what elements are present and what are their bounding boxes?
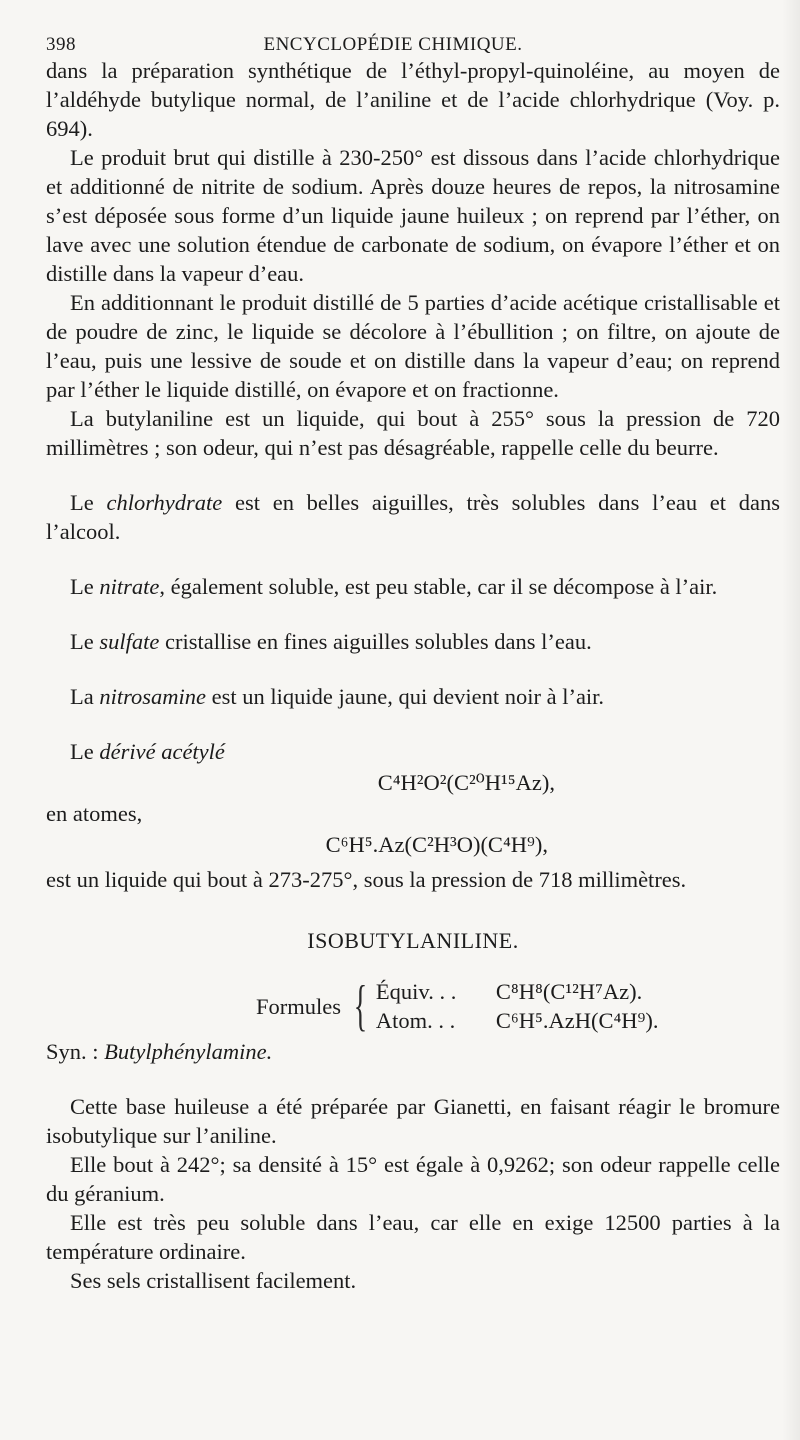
running-title: ENCYCLOPÉDIE CHIMIQUE. (263, 34, 523, 55)
term-sulfate: sulfate (99, 629, 160, 654)
running-header (46, 26, 780, 56)
formula-atomic: C⁶H⁵.Az(C²H³O)(C⁴H⁹), (325, 832, 548, 857)
paragraph-gianetti: Cette base huileuse a été préparée par Gianetti, en faisant réagir le bromure isobutylique sur l’aniline. (46, 1094, 780, 1148)
formula-value: C⁶H⁵.AzH(C⁴H⁹). (495, 1008, 659, 1033)
section-title: ISOBUTYLANILINE. (307, 928, 519, 953)
paragraph-continued: dans la préparation synthétique de l’éthyl-propyl-quinoléine, au moyen de l’aldéhyde butylique normal, de l’aniline et de l’acide chlorhydrique (Voy. p. 694). (46, 58, 780, 141)
paragraph-nitrosamine: La nitrosamine est un liquide jaune, qui devient noir à l’air. (70, 684, 605, 709)
synonym-value: Butylphénylamine. (104, 1039, 273, 1064)
formula-key: Atom. . . (375, 1008, 456, 1033)
term-chlorhydrate: chlorhydrate (106, 490, 223, 515)
formulas-block (256, 977, 780, 1035)
paragraph-butylaniline-properties: La butylaniline est un liquide, qui bout à 255° sous la pression de 720 millimètres ; son odeur, qui n’est pas désagréable, rappelle celle du beurre. (46, 406, 780, 460)
formula-key: Équiv. . . (375, 979, 457, 1004)
paragraph-nitrate: Le nitrate, également soluble, est peu stable, car il se décompose à l’air. (70, 574, 718, 599)
term-acetyl-derivative: dérivé acétylé (99, 739, 225, 764)
paragraph-acetyl-boiling: est un liquide qui bout à 273-275°, sous la pression de 718 millimètres. (46, 867, 687, 892)
paragraph-zinc-reduction: En additionnant le produit distillé de 5 parties d’acide acétique cristallisable et de poudre de zinc, le liquide se décolore à l’ébullition ; on filtre, on ajoute de l’eau, puis une lessive de soude et on distille dans la vapeur d’eau; on reprend par l’éther le liquide distillé, on évapore et on fractionne. (46, 290, 780, 402)
paragraph-boiling-density: Elle bout à 242°; sa densité à 15° est égale à 0,9262; son odeur rappelle celle du géranium. (46, 1152, 780, 1206)
formula-row-equiv (376, 977, 659, 1006)
paragraph-crude-product: Le produit brut qui distille à 230-250° est dissous dans l’acide chlorhydrique et additionné de nitrite de sodium. Après douze heures de repos, la nitrosamine s’est déposée sous forme d’un liquide jaune huileux ; on reprend par l’éther, on lave avec une solution étendue de carbonate de sodium, on évapore l’éther et on distille dans la vapeur d’eau. (46, 145, 780, 286)
synonym-line: Syn. : Butylphénylamine. (46, 1039, 273, 1064)
page-number: 398 (46, 34, 76, 55)
text-en-atomes: en atomes, (46, 801, 143, 826)
term-nitrate: nitrate (99, 574, 160, 599)
paragraph-acetyl-intro: Le dérivé acétylé (70, 739, 225, 764)
formula-equivalent: C⁴H²O²(C²⁰H¹⁵Az), (377, 770, 555, 795)
brace-icon: { (353, 975, 368, 1037)
paragraph-salts-crystallize: Ses sels cristallisent facilement. (70, 1268, 357, 1293)
paragraph-solubility: Elle est très peu soluble dans l’eau, car elle en exige 12500 parties à la température ordinaire. (46, 1210, 780, 1264)
paragraph-chlorhydrate: Le chlorhydrate est en belles aiguilles, très solubles dans l’eau et dans l’alcool. (46, 490, 780, 544)
formulas-label: Formules (256, 993, 342, 1019)
paragraph-sulfate: Le sulfate cristallise en fines aiguilles solubles dans l’eau. (70, 629, 592, 654)
term-nitrosamine: nitrosamine (99, 684, 207, 709)
formula-row-atom (376, 1006, 659, 1035)
formula-value: C⁸H⁸(C¹²H⁷Az). (495, 979, 643, 1004)
